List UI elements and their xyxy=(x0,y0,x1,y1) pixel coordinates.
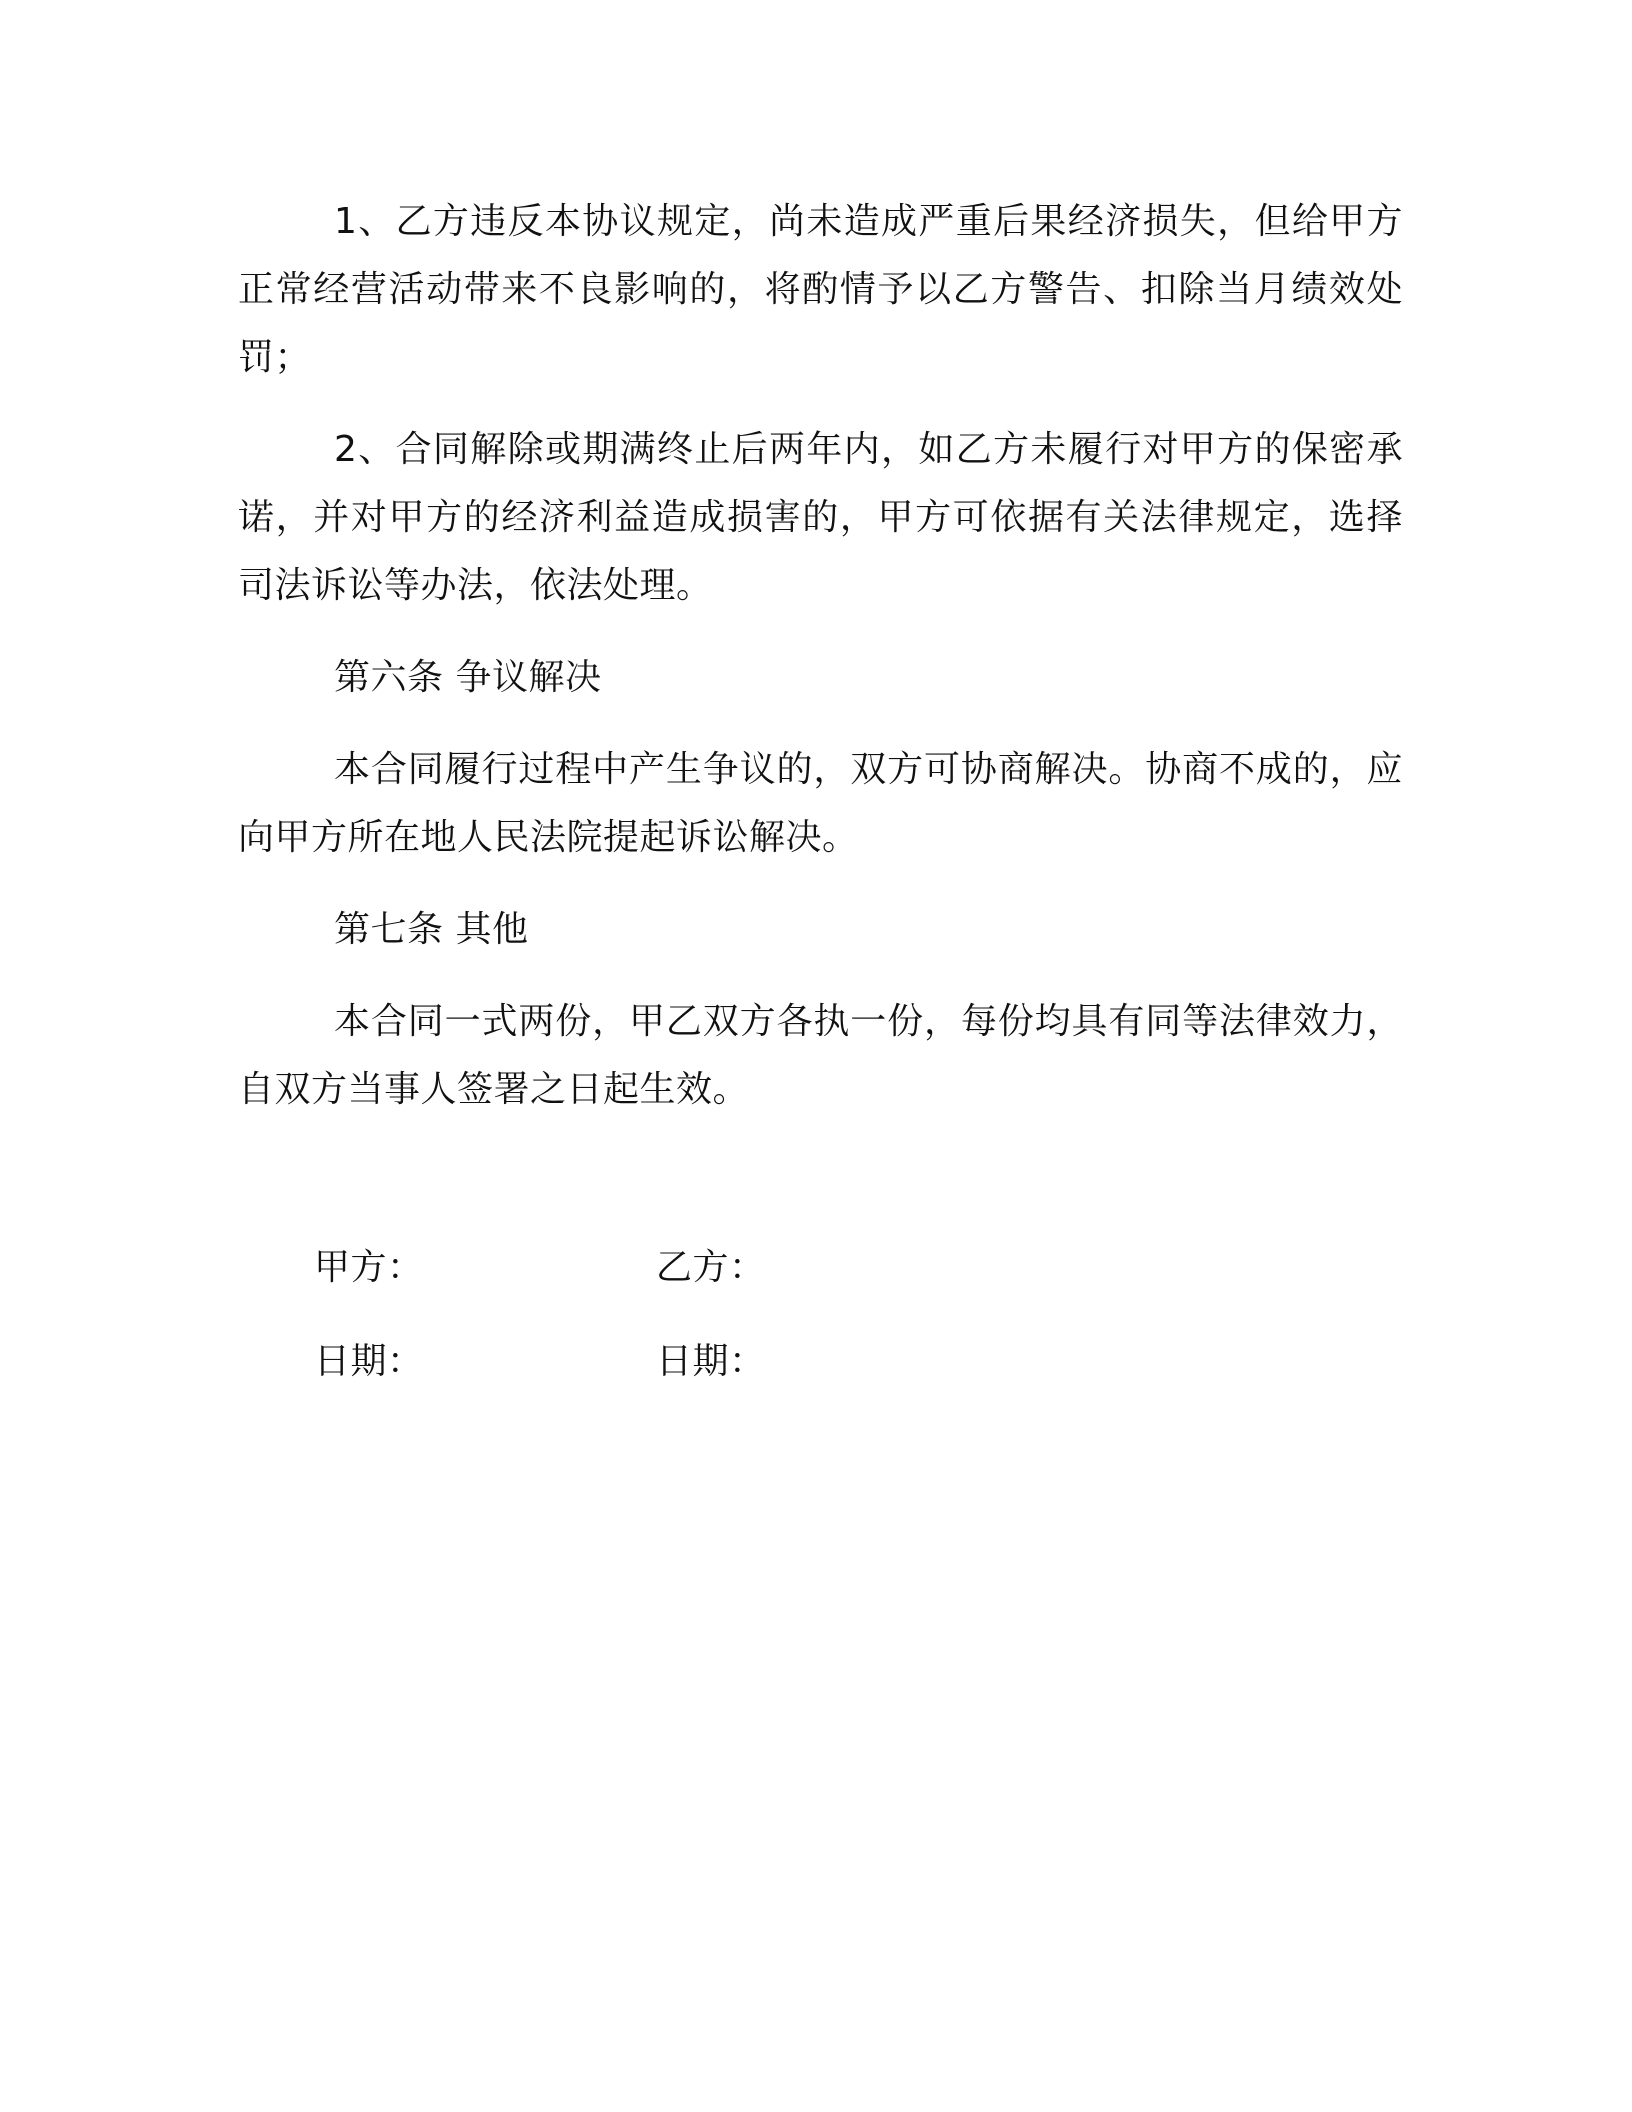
spacer xyxy=(238,392,1403,416)
party-a-label: 甲方： xyxy=(314,1247,424,1288)
article-7-title: 第七条 其他 xyxy=(334,909,529,950)
article-6-title: 第六条 争议解决 xyxy=(334,657,602,698)
spacer xyxy=(238,872,1403,896)
party-b-label: 乙方： xyxy=(656,1247,766,1288)
date-b-label: 日期： xyxy=(656,1341,766,1382)
spacer xyxy=(238,964,1403,988)
article-7-body: 本合同一式两份，甲乙双方各执一份，每份均具有同等法律效力，自双方当事人签署之日起生效。 xyxy=(238,1001,1403,1110)
date-a-label: 日期： xyxy=(314,1341,424,1382)
spacer xyxy=(238,620,1403,644)
document-body xyxy=(238,188,1403,1124)
article-6-body: 本合同履行过程中产生争议的，双方可协商解决。协商不成的，应向甲方所在地人民法院提起诉讼解决。 xyxy=(238,749,1403,858)
clause-1: 1、乙方违反本协议规定，尚未造成严重后果经济损失，但给甲方正常经营活动带来不良影响的，将酌情予以乙方警告、扣除当月绩效处罚； xyxy=(238,201,1403,378)
spacer xyxy=(238,712,1403,736)
clause-2: 2、合同解除或期满终止后两年内，如乙方未履行对甲方的保密承诺，并对甲方的经济利益造成损害的，甲方可依据有关法律规定，选择司法诉讼等办法，依法处理。 xyxy=(238,429,1403,606)
